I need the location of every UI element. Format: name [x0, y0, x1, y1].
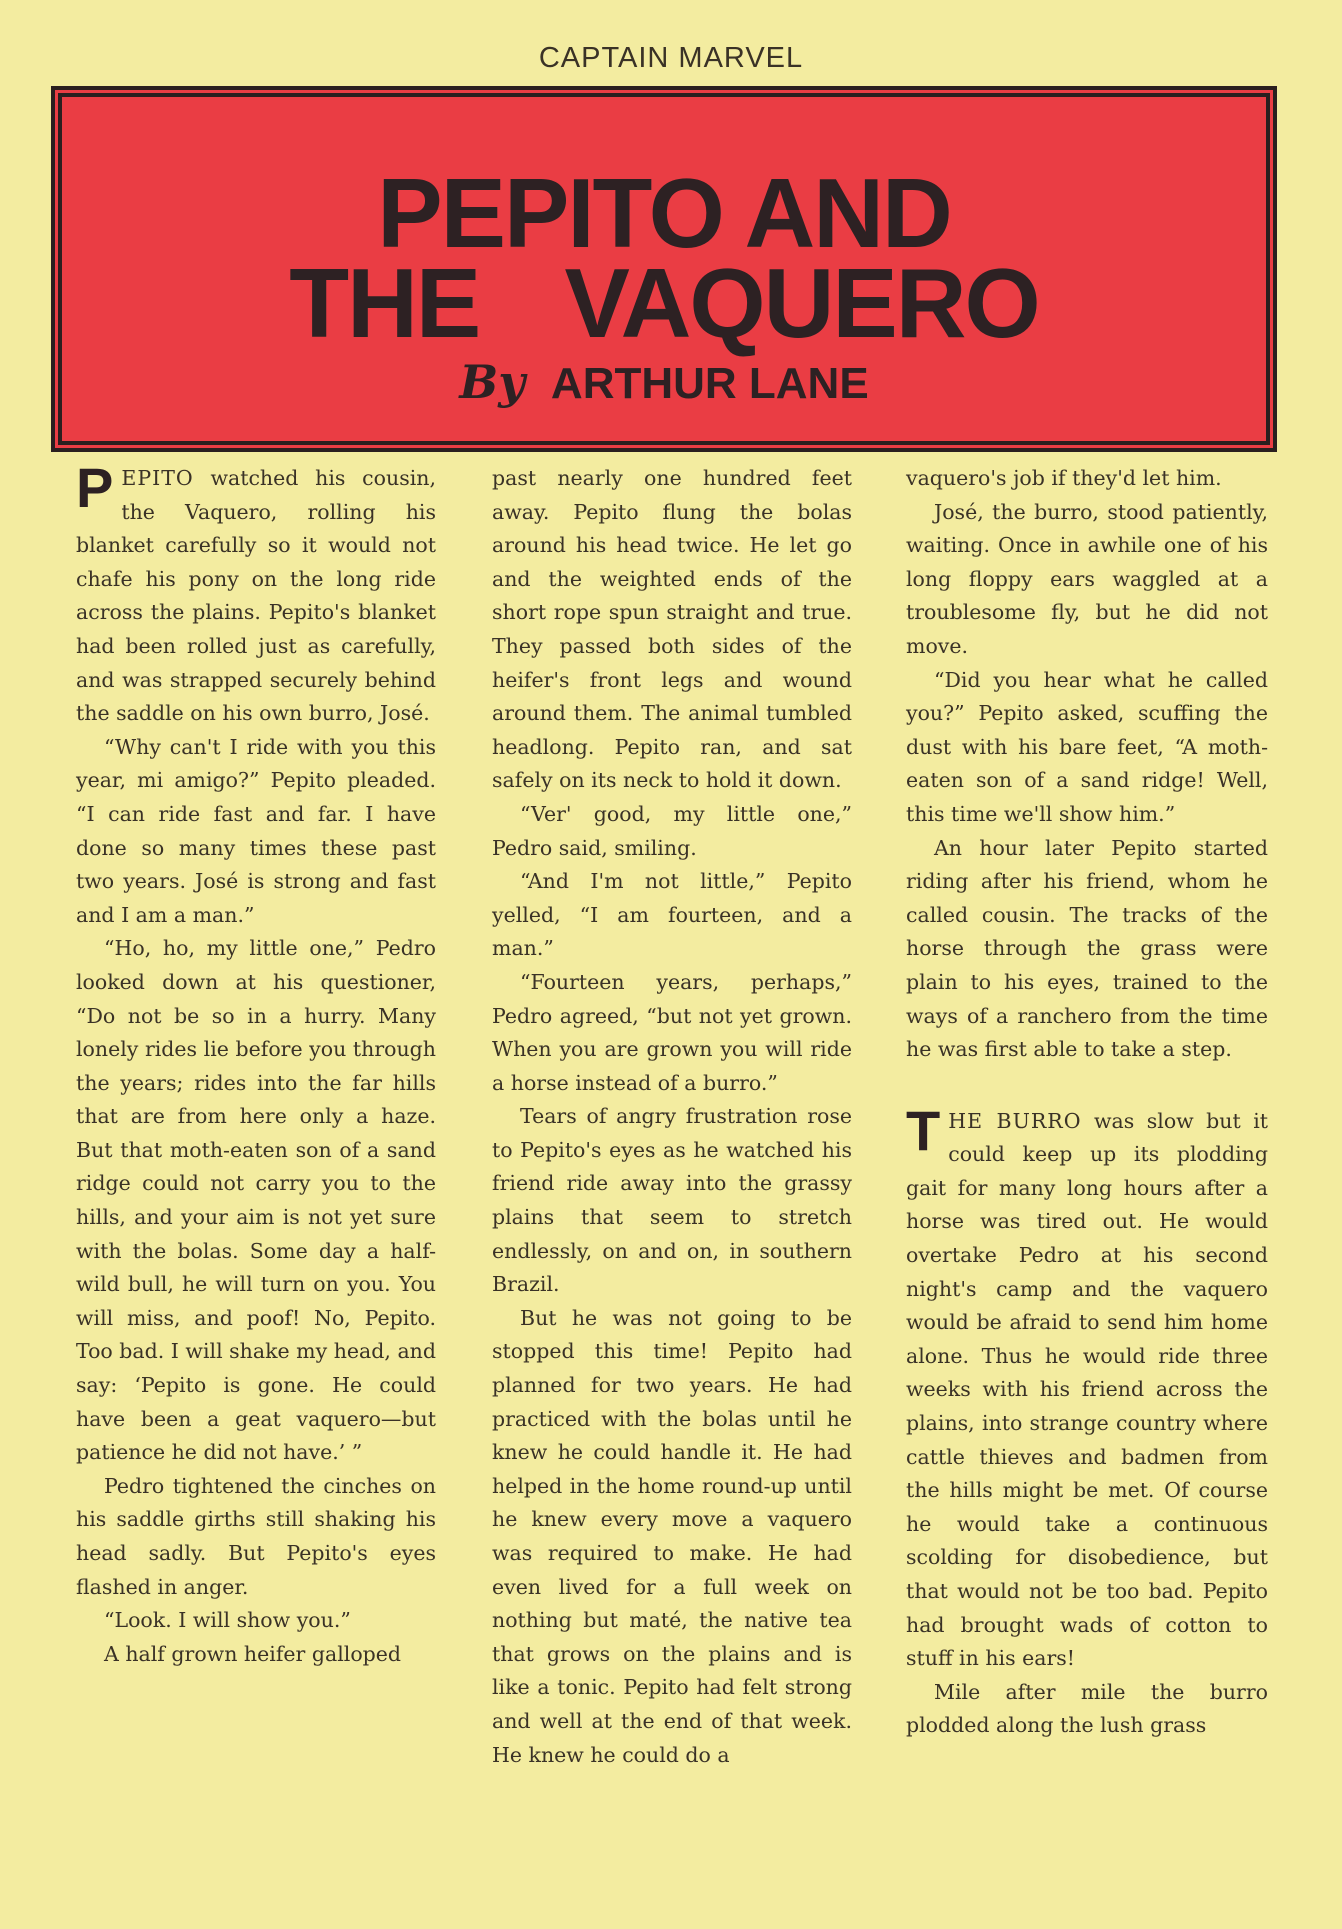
story-paragraph: past nearly one hundred feet away. Pepito flung the bolas around his head twice. He let go and the weighted ends of the short rope spun straight and true. They passed both sides of the heifer's front legs and wound around them. The animal tumbled headlong. Pepito ran, and sat safely on its neck to hold it down.	[492, 466, 852, 793]
story-paragraph: vaquero's job if they'd let him.	[906, 466, 1222, 490]
byline-by: By	[459, 355, 525, 409]
byline-author: ARTHUR LANE	[550, 359, 869, 408]
story-paragraph: “Fourteen years, perhaps,” Pedro agreed, “but not yet grown. When you are grown you will ride a horse instead of a burro.”	[492, 969, 852, 1095]
story-column-2	[492, 462, 852, 1772]
byline	[62, 355, 1266, 409]
story-paragraph: “Did you hear what he called you?” Pepito asked, scuffing the dust with his bare feet, “A moth-eaten son of a sand ridge! Well, this time we'll show him.”	[906, 667, 1268, 826]
title-banner	[58, 93, 1270, 445]
story-paragraph: José, the burro, stood patiently, waiting. Once in awhile one of his long floppy ears waggled at a troublesome fly, but he did not move.	[906, 499, 1268, 658]
section-break	[906, 1067, 1268, 1105]
story-paragraph: “Why can't I ride with you this year, mi amigo?” Pepito pleaded. “I can ride fast and far. I have done so many times these past two years. José is strong and fast and I am a man.”	[76, 734, 436, 927]
story-paragraph: But he was not going to be stopped this time! Pepito had planned for two years. He had practiced with the bolas until he knew he could handle it. He had helped in the home round-up until he knew every move a vaquero was required to make. He had even lived for a full week on nothing but maté, the native tea that grows on the plains and is like a tonic. Pepito had felt strong and well at the end of that week. He knew he could do a	[492, 1305, 852, 1767]
story-paragraph: A half grown heifer galloped	[104, 1641, 402, 1666]
story-paragraph: Mile after mile the burro plodded along the lush grass	[906, 1679, 1268, 1738]
story-paragraph: THE BURRO was slow but it could keep up its plodding gait for many long hours after a horse was tired out. He would overtake Pedro at his second night's camp and the vaquero would be afraid to send him home alone. Thus he would ride three weeks with his friend across the plains, into strange country where cattle thieves and badmen from the hills might be met. Of course he would take a continuous scolding for disobedience, but that would not be too bad. Pepito had brought wads of cotton to stuff in his ears!	[906, 1098, 1268, 1671]
title-line-2: THE VAQUERO	[289, 248, 1039, 358]
story-paragraph: “Look. I will show you.”	[104, 1608, 351, 1633]
story-column-3	[906, 462, 1268, 1743]
drop-cap: P	[76, 456, 114, 519]
story-column-1	[76, 456, 436, 1671]
story-paragraph: PEPITO watched his cousin, the Vaquero, rolling his blanket carefully so it would not chafe his pony on the long ride across the plains. Pepito's blanket had been rolled just as carefully, and was strapped securely behind the saddle on his own burro, José.	[76, 456, 436, 726]
story-paragraph: “Ho, ho, my little one,” Pedro looked down at his questioner, “Do not be so in a hurry. Many lonely rides lie before you through the years; rides into the far hills that are from here only a haze. But that moth-eaten son of a sand ridge could not carry you to the hills, and your aim is not yet sure with the bolas. Some day a half-wild bull, he will turn on you. You will miss, and poof! No, Pepito. Too bad. I will shake my head, and say: ‘Pepito is gone. He could have been a geat vaquero—but patience he did not have.’ ”	[76, 936, 436, 1465]
story-paragraph: Tears of angry frustration rose to Pepito's eyes as he watched his friend ride away into the grassy plains that seem to stretch endlessly, on and on, in southern Brazil.	[492, 1104, 852, 1297]
title-line-1: PEPITO AND	[377, 158, 951, 268]
drop-cap: T	[906, 1098, 941, 1162]
story-paragraph: “Ver' good, my little one,” Pedro said, smiling.	[492, 801, 852, 860]
story-paragraph: An hour later Pepito started riding after his friend, whom he called cousin. The tracks of the horse through the grass were plain to his eyes, trained to the ways of a ranchero from the time he was first able to take a step.	[906, 835, 1268, 1062]
story-paragraph: Pedro tightened the cinches on his saddle girths still shaking his head sadly. But Pepito's eyes flashed in anger.	[76, 1473, 436, 1599]
running-head: CAPTAIN MARVEL	[538, 42, 804, 74]
story-paragraph: “And I'm not little,” Pepito yelled, “I am fourteen, and a man.”	[492, 869, 852, 961]
